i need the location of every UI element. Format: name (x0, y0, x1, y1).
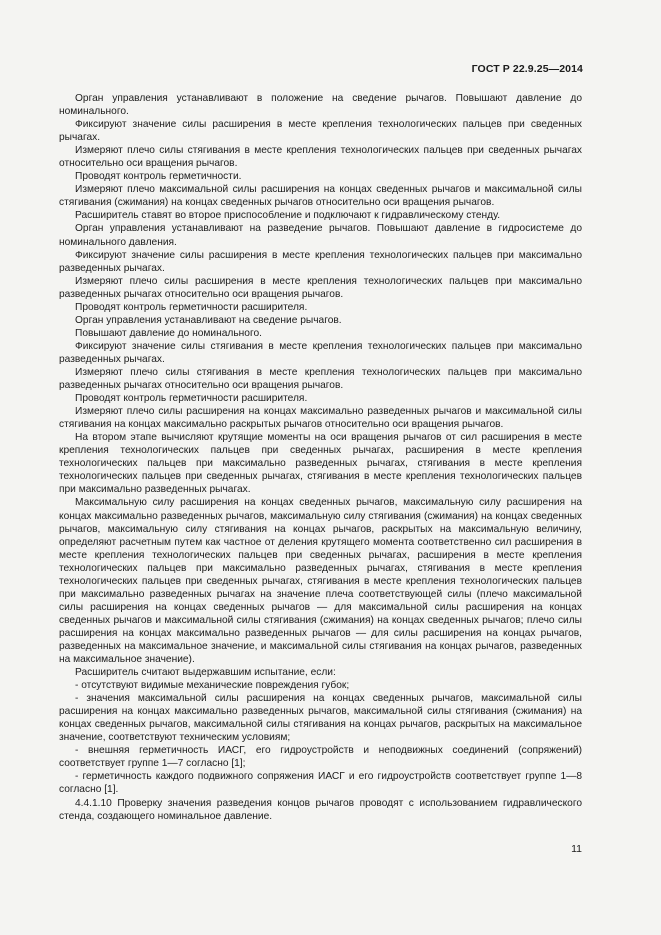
paragraph: Максимальную силу расширения на концах сведенных рычагов, максимальную силу расширения на концах максимально разведенных рычагов, максимальную силу стягивания (сжимания) на концах сведенных рычагов, максимальную силу стягивания на концах рычагов, раскрытых на максимальную величину, определяют расчетным путем как частное от деления крутящего момента соответственно сил расширения в месте крепления технологических пальцев при сведенных рычагах, расширения в месте крепления технологических пальцев при максимально разведенных рычагах, стягивания в месте крепления технологических пальцев при сведенных рычагах, стягивания в месте крепления технологических пальцев при максимально разведенных рычагах на значение плеча соответствующей силы (плечо максимальной силы расширения на концах сведенных рычагов — для максимальной силы расширения на концах сведенных рычагов и максимальной силы стягивания (сжимания) на концах сведенных рычагов; плечо силы расширения на концах максимально разведенных рычагов — для силы расширения на концах рычагов, разведенных на максимальное значение, и максимальной силы стягивания на концах рычагов, разведенных на максимальное значение). (59, 497, 582, 666)
paragraph: Повышают давление до номинального. (75, 327, 262, 339)
paragraph: Фиксируют значение силы стягивания в месте крепления технологических пальцев при максимально разведенных рычагах. (59, 340, 582, 365)
paragraph: Расширитель ставят во второе приспособление и подключают к гидравлическому стенду. (75, 210, 501, 222)
body-text (59, 92, 582, 823)
list-item: - значения максимальной силы расширения на концах сведенных рычагов, максимальной силы расширения на концах максимально разведенных рычагов, максимальной силы стягивания (сжимания) на концах сведенных рычагов, максимальной силы стягивания на концах рычагов, раскрытых на максимальное значение, соответствуют техническим условиям; (59, 693, 582, 744)
paragraph: Измеряют плечо максимальной силы расширения на концах сведенных рычагов и максимальной силы стягивания (сжимания) на концах сведенных рычагов относительно оси вращения рычагов. (59, 184, 582, 209)
paragraph: Измеряют плечо силы расширения на концах максимально разведенных рычагов и максимальной силы стягивания на концах максимально раскрытых рычагов относительно оси вращения рычагов. (59, 406, 582, 431)
paragraph: Проводят контроль герметичности. (75, 171, 242, 183)
paragraph: Проводят контроль герметичности расширителя. (75, 301, 308, 313)
paragraph: Измеряют плечо силы стягивания в месте крепления технологических пальцев при максимально разведенных рычагах относительно оси вращения рычагов. (59, 366, 582, 392)
list-item: - герметичность каждого подвижного сопряжения ИАСГ и его гидроустройств соответствует группе 1—8 согласно [1]. (59, 771, 582, 796)
paragraph: На втором этапе вычисляют крутящие моменты на оси вращения рычагов от сил расширения в месте крепления технологических пальцев при сведенных рычагах, расширения в месте крепления технологических пальцев при максимально разведенных рычагах, стягивания в месте крепления технологических пальцев при сведенных рычагах, стягивания в месте крепления технологических пальцев при максимально разведенных рычагах. (59, 432, 582, 496)
paragraph: Фиксируют значение силы расширения в месте крепления технологических пальцев при сведенных рычагах. (59, 119, 582, 144)
paragraph: Измеряют плечо силы расширения в месте крепления технологических пальцев при максимально разведенных рычагах относительно оси вращения рычагов. (59, 275, 582, 300)
clause-paragraph: 4.4.1.10 Проверку значения разведения концов рычагов проводят с использованием гидравлического стенда, создающего номинальное давление. (59, 797, 582, 822)
list-item: - внешняя герметичность ИАСГ, его гидроустройств и неподвижных соединений (сопряжений) соответствует группе 1—7 согласно [1]; (59, 745, 582, 770)
paragraph: Фиксируют значение силы расширения в месте крепления технологических пальцев при максимально разведенных рычагах. (59, 249, 582, 274)
page-number: 11 (571, 843, 582, 855)
paragraph: Расширитель считают выдержавшим испытание, если: (75, 667, 336, 679)
document-number: ГОСТ Р 22.9.25—2014 (471, 63, 583, 75)
paragraph: Орган управления устанавливают на разведение рычагов. Повышают давление в гидросистеме до номинального давления. (59, 223, 582, 248)
paragraph: Орган управления устанавливают на сведение рычагов. (75, 314, 342, 326)
list-item: - отсутствуют видимые механические повреждения губок; (75, 680, 350, 692)
paragraph: Орган управления устанавливают в положение на сведение рычагов. Повышают давление до номинального. (59, 93, 582, 118)
paragraph: Измеряют плечо силы стягивания в месте крепления технологических пальцев при сведенных рычагах относительно оси вращения рычагов. (59, 145, 582, 170)
paragraph: Проводят контроль герметичности расширителя. (75, 393, 308, 405)
